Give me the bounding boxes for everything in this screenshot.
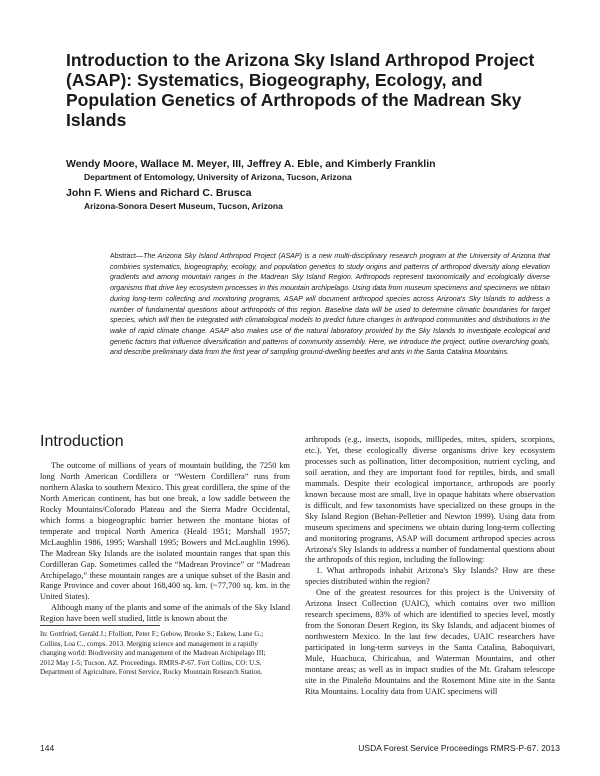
left-column bbox=[40, 432, 290, 625]
intro-paragraph-2: Although many of the plants and some of the animals of the Sky Island Region have been well studied, little is known about the bbox=[40, 603, 290, 624]
right-column bbox=[305, 435, 555, 698]
affiliation-1: Department of Entomology, University of Arizona, Tucson, Arizona bbox=[84, 172, 352, 182]
abstract bbox=[110, 251, 550, 358]
journal-footer: USDA Forest Service Proceedings RMRS-P-67. 2013 bbox=[358, 743, 560, 753]
abstract-text: —The Arizona Sky Island Arthropod Project (ASAP) is a new multi-disciplinary research program at the University of Arizona that combines systematics, biogeography, ecology, and population genetics to study origins and patterns of arthropod diversity along elevation gradients and among mountain ranges in the Madrean Sky Island Region. Arthropods represent taxonomically and ecologically diverse organisms that drive key ecosystem processes in this mountain archipelago. Using data from museum specimens and specimens we obtain during long-term collecting and monitoring programs, ASAP will document arthropod species across Arizona's Sky Islands to address a number of fundamental questions about arthropods of this region. Baseline data will be used to determine climatic boundaries for target species, which will then be integrated with climatological models to predict future changes in arthropod communities and distributions in the wake of rapid climate change. ASAP also makes use of the natural laboratory provided by the Sky Islands to investigate ecological and genetic factors that influence diversification and patterns of community assembly. Here, we introduce the project, outline overarching goals, and describe preliminary data from the first year of sampling ground-dwelling beetles and ants in the Santa Catalina Mountains. bbox=[110, 252, 550, 357]
author-list-2: John F. Wiens and Richard C. Brusca bbox=[66, 187, 252, 199]
intro-paragraph-1: The outcome of millions of years of mountain building, the 7250 km long North American Cordillera or “Western Cordillera” runs from northern Alaska to southern Mexico. This great cordillera, the spine of the North American continent, has but one break, a low saddle between the Rocky Mountains/Colorado Plateau and the Sierra Madre Occidental, which forms a biogeographic barrier between the montane biotas of temperate and tropical North America (Heald 1951; Marshall 1957; McLaughlin 1986, 1995; Warshall 1995; Bowers and McLaughlin 1996). The Madrean Sky Islands are the isolated mountain ranges that span this Cordilleran Gap. Sometimes called the “Madrean Province” or “Madrean Archipelago,” these mountain ranges are a unique subset of the Basin and Range Province and cover about 168,400 sq. km. (~77,700 sq. km. in the United States). bbox=[40, 461, 290, 602]
research-question-1: 1. What arthropods inhabit Arizona's Sky Islands? How are these species distributed within the region? bbox=[305, 566, 555, 587]
abstract-label: Abstract bbox=[110, 252, 137, 260]
section-heading-introduction: Introduction bbox=[40, 433, 124, 450]
intro-paragraph-3: arthropods (e.g., insects, isopods, millipedes, mites, spiders, scorpions, etc.). Yet, these ecologically diverse organisms drive key ecosystem processes such as pollination, litter decomposition, nutrient cycling, and soil aeration, and they are important food for reptiles, birds, and small mammals. Despite their ecological importance, arthropods are poorly known because most are small, live in opaque habitats where observation is difficult, and few taxonomists have specialized on these groups in the Sky Island Region (Behan-Pelletier and Newton 1999). Using data from museum specimens and specimens we obtain during long-term collecting and monitoring programs, ASAP will document arthropod species across Arizona's Sky Islands to address a number of fundamental questions about the arthropods of this region, including the following: bbox=[305, 435, 555, 565]
paper-title: Introduction to the Arizona Sky Island Arthropod Project (ASAP): Systematics, Biogeography, Ecology, and Population Genetics of Arthropods of the Madrean Sky Islands bbox=[66, 50, 535, 130]
author-list-1: Wendy Moore, Wallace M. Meyer, III, Jeffrey A. Eble, and Kimberly Franklin bbox=[66, 158, 436, 170]
footnote-divider bbox=[40, 625, 160, 626]
page-number: 144 bbox=[40, 743, 55, 753]
affiliation-2: Arizona-Sonora Desert Museum, Tucson, Arizona bbox=[84, 201, 283, 211]
intro-paragraph-4: One of the greatest resources for this project is the University of Arizona Insect Collection (UAIC), which contains over two million research specimens, 83% of which are identified to species level, mostly from the Sonoran Desert Region, its Sky Islands, and adjacent biomes of northwestern Mexico. In the last few decades, UAIC researchers have participated in long-term surveys in the Santa Catalina, Baboquivari, Mule, Huachuca, Chiricahua, and Waterman Mountains, and other montane areas; as well as in impact studies of the Mt. Graham telescope site in the Pinaleño Mountains and the Rosemont Mine site in the Santa Rita Mountains. Locality data from UAIC specimens will bbox=[305, 588, 555, 696]
citation-footnote: In: Gottfried, Gerald J.; Ffolliott, Peter F.; Gebow, Brooke S.; Eskew, Lane G.; Collins, Loa C., comps. 2013. Merging science and management in a rapidly changing world: Biodiversity and management of the Madrean Archipelago III; 2012 May 1-5; Tucson, AZ. Proceedings. RMRS-P-67. Fort Collins, CO: U.S. Department of Agriculture, Forest Service, Rocky Mountain Research Station. bbox=[40, 630, 266, 677]
